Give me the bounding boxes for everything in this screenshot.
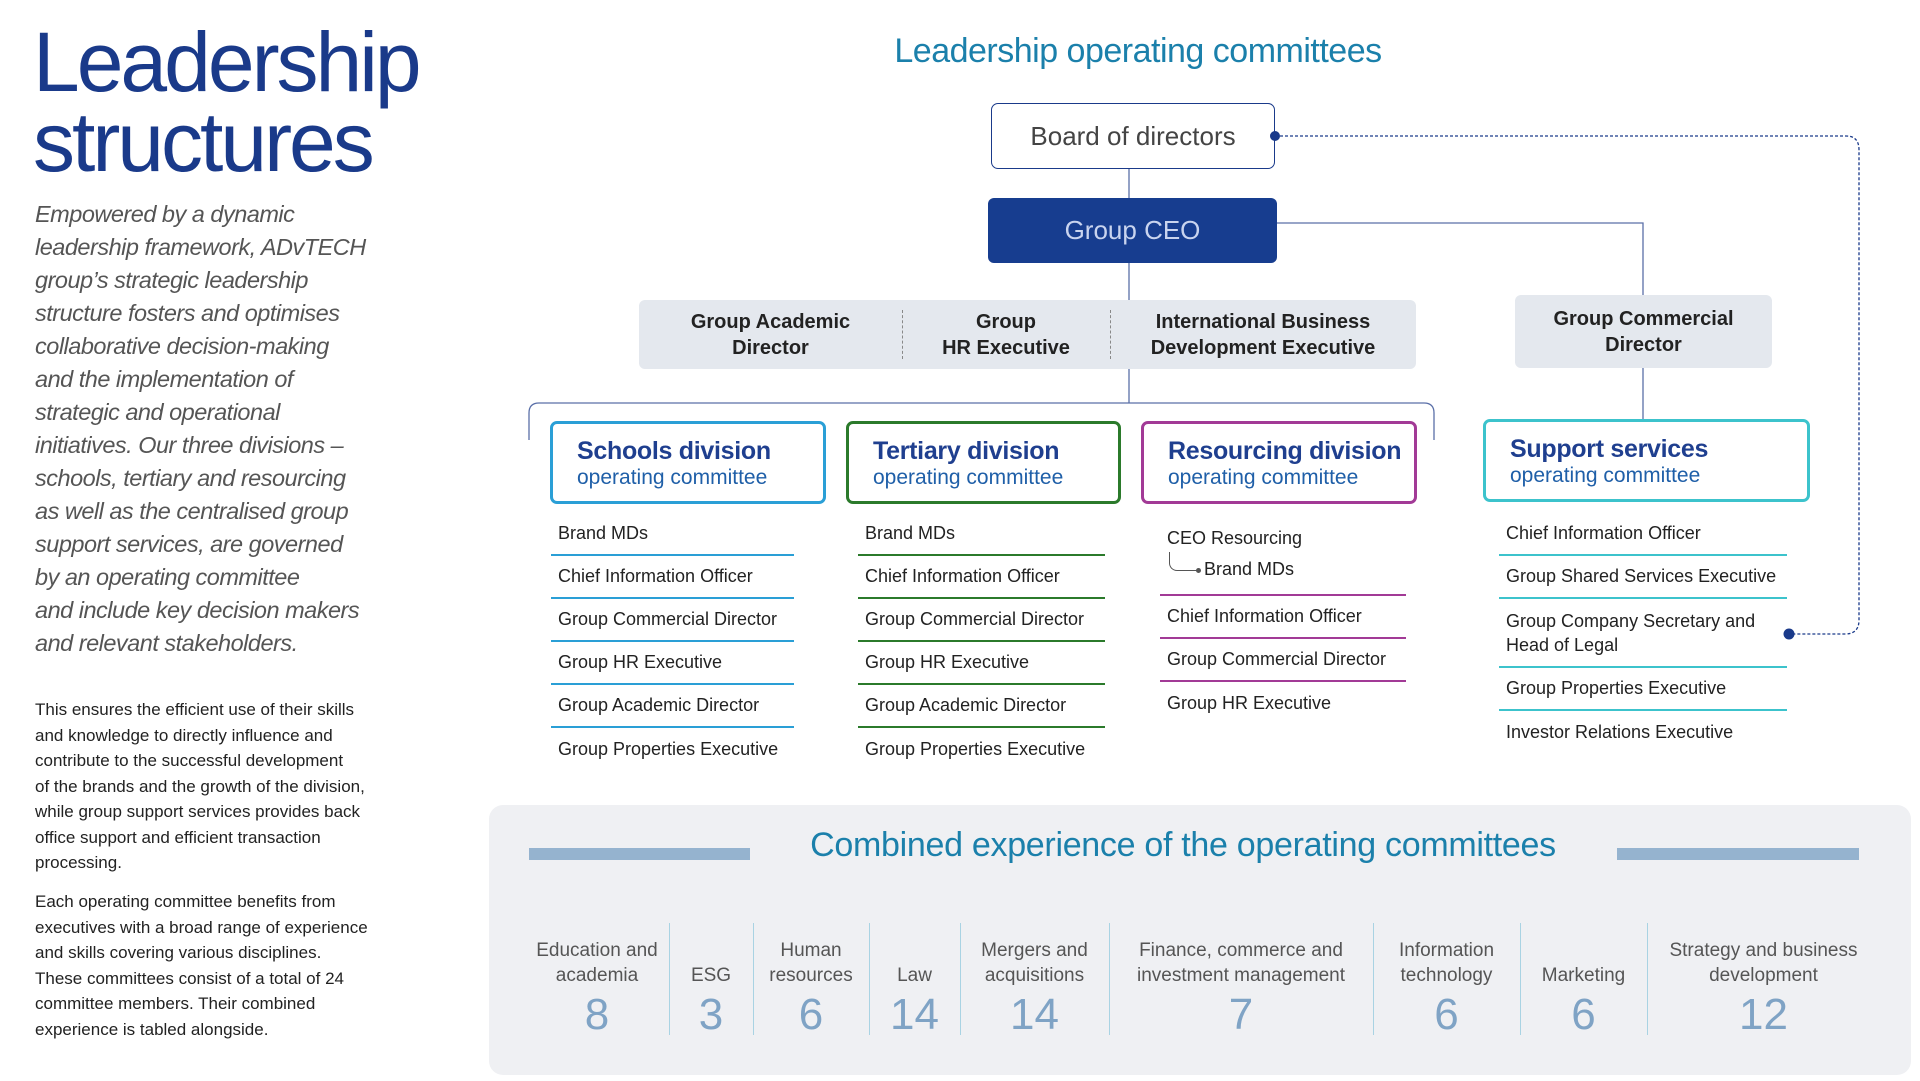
paragraph-line: initiatives. Our three divisions – (35, 432, 344, 458)
experience-label (1647, 928, 1880, 988)
label-line: technology (1400, 965, 1493, 986)
member-name: Group Academic Director (865, 695, 1067, 715)
division-subtitle: operating committee (1168, 466, 1359, 489)
paragraph-line: executives with a broad range of experience (35, 917, 368, 937)
member-name: Group Properties Executive (865, 739, 1086, 759)
column-separator (960, 923, 961, 1035)
title-line: structures (33, 95, 372, 189)
experience-column (1520, 928, 1647, 1038)
experience-value: 3 (698, 990, 724, 1039)
member-item (1499, 711, 1787, 754)
member-item (858, 685, 1105, 728)
member-name: Group HR Executive (865, 652, 1030, 672)
label-line: resources (769, 965, 853, 986)
column-separator (669, 923, 670, 1035)
experience-column (1109, 928, 1373, 1038)
member-name: Group HR Executive (1167, 693, 1332, 713)
member-name: Group Commercial Director (558, 609, 778, 629)
member-name: Brand MDs (865, 523, 956, 543)
division-subtitle: operating committee (1510, 464, 1701, 487)
experience-value: 7 (1228, 990, 1254, 1039)
member-item (551, 685, 794, 728)
paragraph-line: and the implementation of (35, 366, 293, 392)
paragraph-line: collaborative decision-making (35, 333, 329, 359)
board-of-directors-box: Board of directors (991, 103, 1275, 169)
resourcing-members-list (1160, 513, 1406, 725)
title-line: Leadership (33, 15, 419, 109)
body-paragraph-1 (35, 697, 455, 876)
paragraph-line: leadership framework, ADvTECH (35, 234, 366, 260)
label-line: Law (897, 965, 932, 986)
exec-international-business-development (1110, 300, 1416, 369)
body-paragraph-2 (35, 889, 455, 1042)
division-subtitle: operating committee (873, 466, 1064, 489)
member-item (551, 642, 794, 685)
member-name: Group Shared Services Executive (1506, 566, 1777, 586)
org-chart-title: Leadership operating committees (894, 32, 1382, 70)
member-item (858, 513, 1105, 556)
experience-label-text (536, 938, 658, 988)
support-division-box (1483, 419, 1810, 502)
experience-label-text (897, 963, 932, 988)
member-item (1160, 682, 1406, 725)
schools-members-list (551, 513, 794, 771)
exec-line: HR Executive (942, 336, 1070, 359)
sub-member-row (1167, 559, 1294, 580)
experience-column (525, 928, 669, 1038)
experience-value: 6 (1434, 990, 1459, 1039)
experience-value: 12 (1739, 990, 1788, 1039)
label-line: Marketing (1541, 965, 1626, 986)
label-line: ESG (690, 965, 732, 986)
column-separator (1109, 923, 1110, 1035)
division-title: Schools division (577, 437, 771, 465)
column-separator (1647, 923, 1648, 1035)
paragraph-line: group’s strategic leadership (35, 267, 308, 293)
member-item (551, 728, 794, 771)
division-subtitle: operating committee (577, 466, 768, 489)
tertiary-division-box (846, 421, 1121, 504)
connector-ceo-commercial (1277, 223, 1643, 295)
paragraph-line: processing. (35, 853, 122, 872)
paragraph-line: as well as the centralised group (35, 498, 349, 524)
exec-group-academic-director (639, 300, 902, 369)
support-members-list (1499, 513, 1787, 754)
experience-label-text (691, 963, 731, 988)
column-separator (1373, 923, 1374, 1035)
tertiary-members-list (858, 513, 1105, 771)
paragraph-line: schools, tertiary and resourcing (35, 465, 346, 491)
member-item (1160, 596, 1406, 639)
experience-label-text (1137, 938, 1345, 988)
paragraph-line: support services, are governed (35, 531, 343, 557)
group-ceo-box: Group CEO (988, 198, 1277, 263)
label-line: Mergers and (981, 940, 1088, 961)
label-line: Finance, commerce and (1139, 940, 1343, 961)
resourcing-division-box (1141, 421, 1417, 504)
paragraph-line: strategic and operational (35, 399, 280, 425)
experience-column (1373, 928, 1520, 1038)
paragraph-line: and skills covering various disciplines. (35, 943, 322, 962)
column-separator (753, 923, 754, 1035)
experience-column (869, 928, 960, 1038)
label-line: Education and (536, 940, 658, 961)
member-item (858, 599, 1105, 642)
commercial-line: Director (1605, 333, 1682, 356)
experience-column (960, 928, 1109, 1038)
label-line: investment management (1136, 965, 1346, 986)
member-name: Chief Information Officer (1506, 523, 1701, 543)
experience-value: 14 (1010, 990, 1059, 1039)
experience-label-text (1542, 963, 1625, 988)
paragraph-line: and relevant stakeholders. (35, 630, 298, 656)
page-title (33, 15, 419, 189)
experience-label-text (1669, 938, 1857, 988)
paragraph-line: contribute to the successful development (35, 751, 344, 770)
paragraph-line: by an operating committee (35, 564, 300, 590)
experience-label-text (1399, 938, 1494, 988)
member-name: Chief Information Officer (865, 566, 1060, 586)
group-executives-box (639, 300, 1416, 369)
member-item (551, 513, 794, 556)
experience-label-text (981, 938, 1088, 988)
exec-group-hr-executive (902, 300, 1110, 369)
member-name: Investor Relations Executive (1506, 722, 1734, 742)
member-item (551, 599, 794, 642)
intro-paragraph (35, 198, 455, 660)
experience-value: 6 (798, 990, 824, 1039)
paragraph-line: These committees consist of a total of 24 (35, 968, 344, 988)
label-line: development (1709, 965, 1818, 986)
paragraph-line: committee members. Their combined (35, 994, 316, 1013)
division-title: Resourcing division (1168, 437, 1402, 465)
member-name: CEO Resourcing (1167, 527, 1303, 548)
paragraph-line: structure fosters and optimises (35, 300, 340, 326)
experience-label (960, 928, 1109, 988)
commercial-line: Group Commercial (1553, 307, 1734, 330)
elbow-arrow-icon (1169, 552, 1198, 571)
exec-line: Group (976, 310, 1036, 333)
member-item (1499, 599, 1787, 668)
paragraph-line: Each operating committee benefits from (35, 892, 336, 911)
member-name: Group Commercial Director (1167, 649, 1387, 669)
member-item (1160, 639, 1406, 682)
label-line: Human (780, 940, 842, 961)
paragraph-line: while group support services provides back (35, 802, 361, 821)
experience-label (669, 928, 753, 988)
exec-line: Development Executive (1150, 336, 1376, 359)
member-name: Chief Information Officer (1167, 606, 1362, 626)
member-item (1160, 513, 1406, 596)
paragraph-line: and include key decision makers (35, 597, 360, 623)
member-item (1499, 668, 1787, 711)
member-item (551, 556, 794, 599)
experience-column (753, 928, 869, 1038)
label-line: Information (1398, 940, 1495, 961)
experience-column (1647, 928, 1880, 1038)
experience-label (1109, 928, 1373, 988)
sub-member-name: Brand MDs (1204, 558, 1295, 579)
experience-label (753, 928, 869, 988)
division-title: Tertiary division (873, 437, 1060, 465)
experience-label-text (769, 938, 852, 988)
paragraph-line: and knowledge to directly influence and (35, 725, 333, 745)
exec-line: Group Academic (690, 310, 851, 333)
experience-value: 14 (890, 990, 939, 1039)
member-item (858, 556, 1105, 599)
member-name: Group Properties Executive (1506, 678, 1727, 698)
label-line: acquisitions (984, 965, 1085, 986)
paragraph-line: This ensures the efficient use of their skills (35, 700, 355, 719)
member-name: Chief Information Officer (558, 566, 753, 586)
member-item (858, 642, 1105, 685)
experience-label (869, 928, 960, 988)
member-name: Brand MDs (558, 523, 649, 543)
label-line: academia (555, 965, 639, 986)
experience-value: 6 (1571, 990, 1596, 1039)
paragraph-line: Empowered by a dynamic (35, 201, 295, 227)
paragraph-line: office support and efficient transaction (35, 827, 321, 847)
paragraph-line: of the brands and the growth of the division, (35, 776, 365, 796)
paragraph-line: experience is tabled alongside. (35, 1019, 269, 1039)
group-commercial-director-box (1515, 295, 1772, 368)
member-name: Group HR Executive (558, 652, 723, 672)
member-name: Group Company Secretary and Head of Legal (1506, 610, 1756, 655)
experience-label (525, 928, 669, 988)
member-name: Group Academic Director (558, 695, 760, 715)
member-name: Group Commercial Director (865, 609, 1085, 629)
column-separator (869, 923, 870, 1035)
member-item (858, 728, 1105, 771)
exec-line: Director (732, 336, 809, 359)
experience-label (1373, 928, 1520, 988)
column-separator (1520, 923, 1521, 1035)
label-line: Strategy and business (1669, 940, 1858, 961)
member-item (1499, 513, 1787, 556)
member-item (1499, 556, 1787, 599)
experience-title: Combined experience of the operating committees (810, 826, 1556, 864)
exec-line: International Business (1155, 310, 1371, 333)
experience-column (669, 928, 753, 1038)
division-title: Support services (1510, 435, 1709, 463)
member-name: Group Properties Executive (558, 739, 779, 759)
schools-division-box (550, 421, 826, 504)
experience-label (1520, 928, 1647, 988)
experience-value: 8 (584, 990, 610, 1039)
